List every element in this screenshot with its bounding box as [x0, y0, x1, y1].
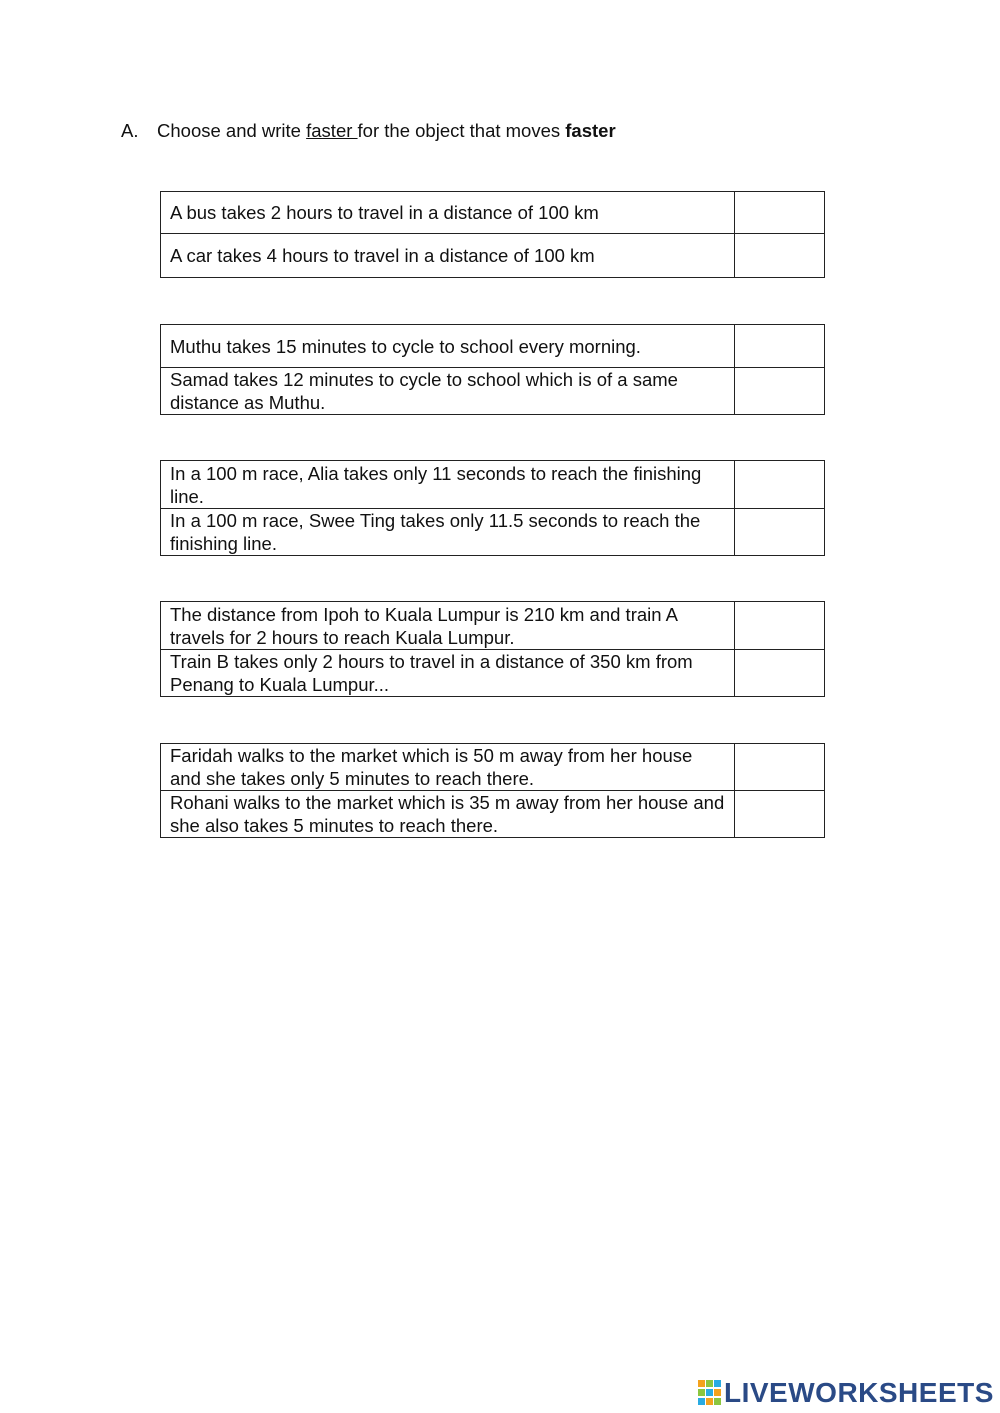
question-table-4	[160, 601, 825, 697]
statement-cell: In a 100 m race, Alia takes only 11 seconds to reach the finishing line.	[161, 461, 735, 509]
instruction-middle: for the object that moves	[357, 120, 566, 141]
table-row	[161, 744, 825, 791]
statement-cell: A bus takes 2 hours to travel in a distance of 100 km	[161, 192, 735, 234]
answer-input[interactable]	[735, 338, 824, 358]
answer-input[interactable]	[735, 806, 824, 826]
statement-cell: A car takes 4 hours to travel in a distance of 100 km	[161, 234, 735, 278]
answer-cell[interactable]	[735, 325, 825, 368]
answer-input[interactable]	[735, 665, 824, 685]
answer-cell[interactable]	[735, 461, 825, 509]
question-table-1	[160, 191, 825, 278]
liveworksheets-logo-icon	[698, 1380, 722, 1406]
liveworksheets-wordmark: LIVEWORKSHEETS	[724, 1377, 994, 1408]
question-table-3	[160, 460, 825, 556]
answer-cell[interactable]	[735, 509, 825, 556]
instruction-prefix: Choose and write	[157, 120, 307, 141]
instruction-underlined-word: faster	[306, 120, 358, 141]
answer-input[interactable]	[735, 205, 824, 225]
table-row	[161, 325, 825, 368]
table-row	[161, 509, 825, 556]
answer-input[interactable]	[735, 524, 824, 544]
table-row	[161, 791, 825, 838]
table-row	[161, 650, 825, 697]
instruction-bold-word: faster	[565, 120, 616, 141]
answer-cell[interactable]	[735, 602, 825, 650]
answer-cell[interactable]	[735, 744, 825, 791]
answer-input[interactable]	[735, 618, 824, 638]
table-row	[161, 461, 825, 509]
answer-cell[interactable]	[735, 192, 825, 234]
liveworksheets-logo	[698, 1378, 994, 1408]
statement-cell: Faridah walks to the market which is 50 m away from her house and she takes only 5 minutes to reach there.	[161, 744, 735, 791]
statement-cell: Muthu takes 15 minutes to cycle to school every morning.	[161, 325, 735, 368]
statement-cell: In a 100 m race, Swee Ting takes only 11.5 seconds to reach the finishing line.	[161, 509, 735, 556]
table-row	[161, 368, 825, 415]
question-letter: A.	[121, 120, 139, 141]
answer-cell[interactable]	[735, 234, 825, 278]
instruction	[121, 120, 616, 142]
answer-cell[interactable]	[735, 791, 825, 838]
table-row	[161, 602, 825, 650]
table-row	[161, 192, 825, 234]
question-table-2	[160, 324, 825, 415]
statement-cell: Samad takes 12 minutes to cycle to school which is of a same distance as Muthu.	[161, 368, 735, 415]
statement-cell: Rohani walks to the market which is 35 m away from her house and she also takes 5 minutes to reach there.	[161, 791, 735, 838]
answer-input[interactable]	[735, 759, 824, 779]
answer-cell[interactable]	[735, 368, 825, 415]
table-row	[161, 234, 825, 278]
answer-input[interactable]	[735, 248, 824, 268]
answer-input[interactable]	[735, 383, 824, 403]
answer-input[interactable]	[735, 477, 824, 497]
answer-cell[interactable]	[735, 650, 825, 697]
statement-cell: Train B takes only 2 hours to travel in a distance of 350 km from Penang to Kuala Lumpur...	[161, 650, 735, 697]
question-table-5	[160, 743, 825, 838]
statement-cell: The distance from Ipoh to Kuala Lumpur is 210 km and train A travels for 2 hours to reach Kuala Lumpur.	[161, 602, 735, 650]
